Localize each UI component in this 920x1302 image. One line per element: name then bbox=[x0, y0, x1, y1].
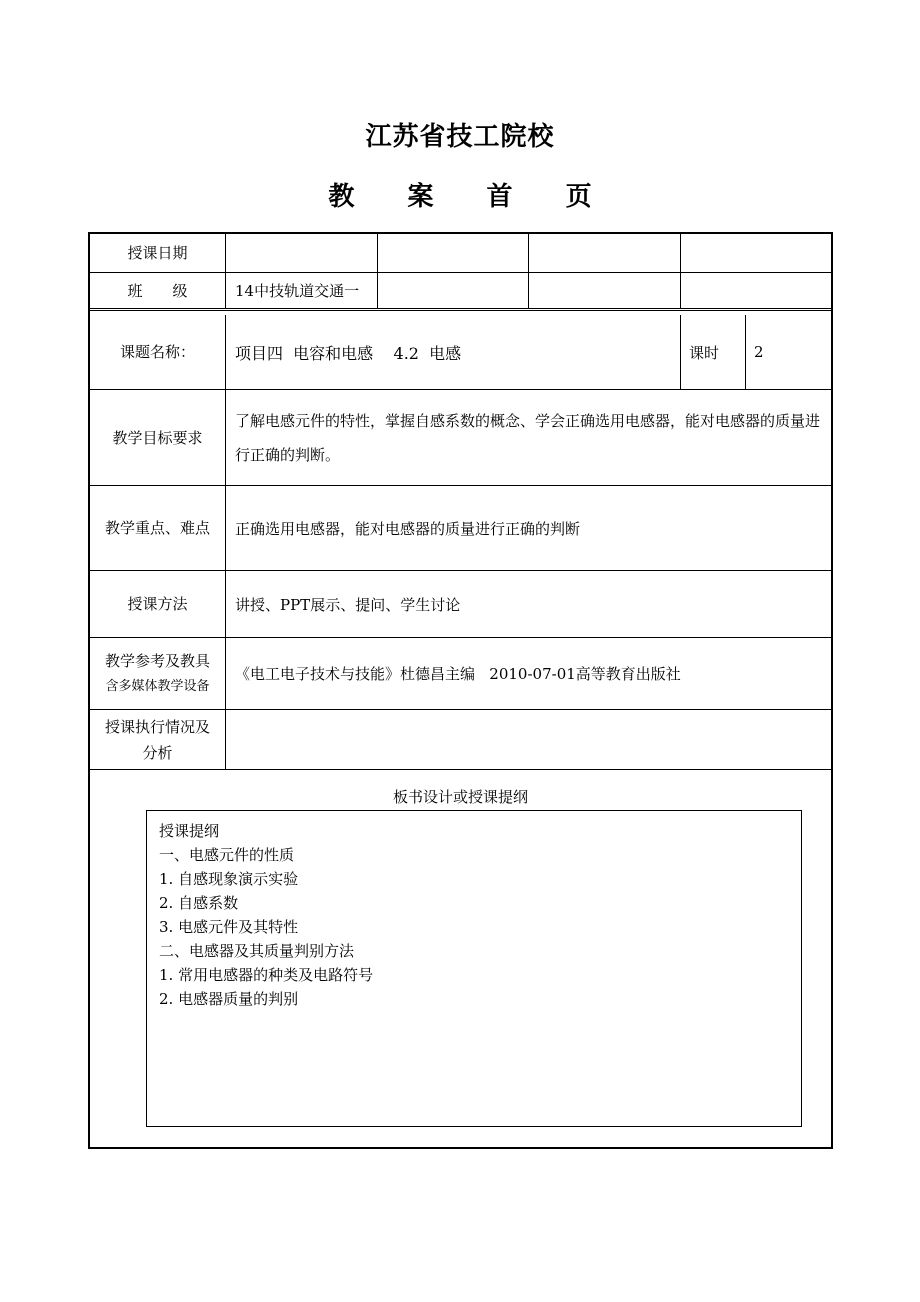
date-cell-4[interactable] bbox=[680, 234, 831, 272]
school-name: 江苏省技工院校 bbox=[365, 122, 555, 152]
outline-line: 授课提纲 bbox=[159, 822, 220, 840]
class-cell-3[interactable] bbox=[528, 273, 680, 308]
topic-label: 课题名称： bbox=[90, 315, 226, 389]
method-label: 授课方法 bbox=[90, 571, 226, 637]
outline-line: 二、电感器及其质量判别方法 bbox=[159, 942, 355, 960]
date-cell-2[interactable] bbox=[377, 234, 528, 272]
row-reference bbox=[90, 638, 831, 710]
outline-line: 2. 自感系数 bbox=[159, 894, 239, 912]
topic-value[interactable]: 项目四 电容和电感 4.2 电感 bbox=[235, 343, 462, 363]
method-value[interactable]: 讲授、PPT展示、提问、学生讨论 bbox=[235, 595, 461, 614]
date-cell-1[interactable] bbox=[226, 234, 377, 272]
key-points-label: 教学重点、难点 bbox=[90, 486, 226, 570]
doc-title: 教 案 首 页 bbox=[328, 182, 614, 212]
row-class bbox=[90, 273, 831, 311]
board-title: 板书设计或授课提纲 bbox=[392, 788, 528, 806]
class-value[interactable]: 14中技轨道交通一 bbox=[235, 282, 360, 300]
outline-line: 2. 电感器质量的判别 bbox=[159, 990, 299, 1008]
outline-line: 一、电感元件的性质 bbox=[159, 846, 295, 864]
row-method bbox=[90, 571, 831, 638]
class-cell-4[interactable] bbox=[680, 273, 831, 308]
outline-line: 1. 自感现象演示实验 bbox=[159, 870, 299, 888]
outline-box bbox=[146, 810, 802, 1127]
class-label: 班 级 bbox=[90, 273, 226, 308]
row-goals bbox=[90, 390, 831, 486]
hours-label: 课时 bbox=[689, 343, 720, 362]
row-key-points bbox=[90, 486, 831, 571]
key-points-value[interactable]: 正确选用电感器，能对电感器的质量进行正确的判断 bbox=[235, 519, 581, 538]
execution-label: 授课执行情况及分析 bbox=[90, 710, 226, 769]
goals-label: 教学目标要求 bbox=[90, 390, 226, 485]
date-label: 授课日期 bbox=[90, 234, 226, 272]
class-cell-2[interactable] bbox=[377, 273, 528, 308]
row-topic bbox=[90, 315, 831, 390]
execution-value[interactable] bbox=[226, 710, 831, 769]
lesson-plan-table bbox=[88, 232, 833, 1149]
outline-line: 3. 电感元件及其特性 bbox=[159, 918, 299, 936]
row-date bbox=[90, 234, 831, 273]
date-cell-3[interactable] bbox=[528, 234, 680, 272]
reference-value[interactable]: 《电工电子技术与技能》杜德昌主编 2010-07-01高等教育出版社 bbox=[235, 665, 681, 683]
goals-value[interactable]: 了解电感元件的特性，掌握自感系数的概念、学会正确选用电感器，能对电感器的质量进行正确的判断。 bbox=[235, 411, 821, 464]
outline-line: 1. 常用电感器的种类及电路符号 bbox=[159, 966, 374, 984]
hours-value[interactable]: 2 bbox=[754, 343, 764, 361]
reference-label: 教学参考及教具 含多媒体教学设备 bbox=[90, 638, 226, 709]
row-execution bbox=[90, 710, 831, 770]
